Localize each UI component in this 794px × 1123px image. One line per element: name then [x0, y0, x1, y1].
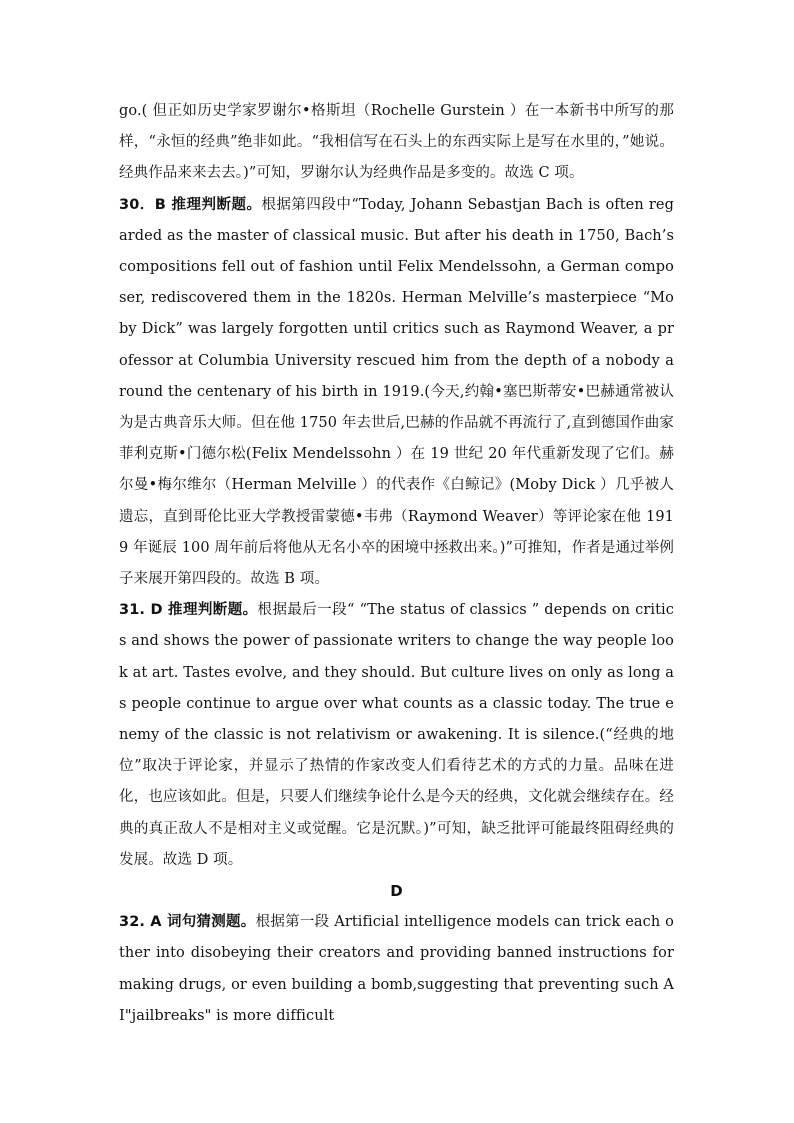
answer-31-heading: 31. D 推理判断题。: [119, 602, 258, 619]
answer-30-text: 根据第四段中“Today, Johann Sebastjan Bach is often regarded as the master of classical music. But after his death in 1750, Bach’s compositions fell out of fashion until Felix Mendelssohn, a German composer, rediscovered them in the 1820s. Herman Melville’s masterpiece “Moby Dick” was largely forgotten until critics such as Raymond Weaver, a professor at Columbia University rescued him from the depth of a nobody around the centenary of his birth in 1919.(今天,约翰•塞巴斯蒂安•巴赫通常被认为是古典音乐大师。但在他 1750 年去世后,巴赫的作品就不再流行了,直到德国作曲家菲利克斯•门德尔松(Felix Mendelssohn ）在 19 世纪 20 年代重新发现了它们。赫尔曼•梅尔维尔（Herman Melville ）的代表作《白鲸记》(Moby Dick ）几乎被人遗忘，直到哥伦比亚大学教授雷蒙德•韦弗（Raymond Weaver）等评论家在他 1919 年诞辰 100 周年前后将他从无名小卒的困境中拯救出来。)”可推知，作者是通过举例子来展开第四段的。故选 B 项。: [119, 196, 674, 588]
section-heading-d: D: [390, 882, 403, 901]
answer-30-heading: 30．B 推理判断题。: [119, 196, 262, 213]
answer-31-explanation: [119, 595, 674, 876]
document-page: [119, 96, 674, 1032]
answer-29-explanation: [119, 96, 674, 190]
answer-29-text: go.( 但正如历史学家罗谢尔•格斯坦（Rochelle Gurstein ）在一本新书中所写的那样，“永恒的经典”绝非如此。“我相信写在石头上的东西实际上是写在水里的，”她说。经典作品来来去去。)”可知，罗谢尔认为经典作品是多变的。故选 C 项。: [119, 103, 674, 182]
answer-30-explanation: [119, 190, 674, 596]
answer-32-text: 根据第一段 Artificial intelligence models can trick each other into disobeying their creators and providing banned instructions for making drugs, or even building a bomb,suggesting that preventing such AI"jailbreaks" is more difficult: [119, 914, 674, 1024]
answer-31-text: 根据最后一段“ “The status of classics ” depends on critics and shows the power of passionate writers to change the way people look at art. Tastes evolve, and they should. But culture lives on only as long as people continue to argue over what counts as a classic today. The true enemy of the classic is not relativism or awakening. It is silence.(“经典的地位”取决于评论家，并显示了热情的作家改变人们看待艺术的方式的力量。品味在进化，也应该如此。但是，只要人们继续争论什么是今天的经典，文化就会继续存在。经典的真正敌人不是相对主义或觉醒。它是沉默。)”可知，缺乏批评可能最终阻碍经典的发展。故选 D 项。: [119, 602, 674, 868]
answer-32-explanation: [119, 907, 674, 1032]
answer-32-heading: 32. A 词句猜测题。: [119, 914, 256, 931]
